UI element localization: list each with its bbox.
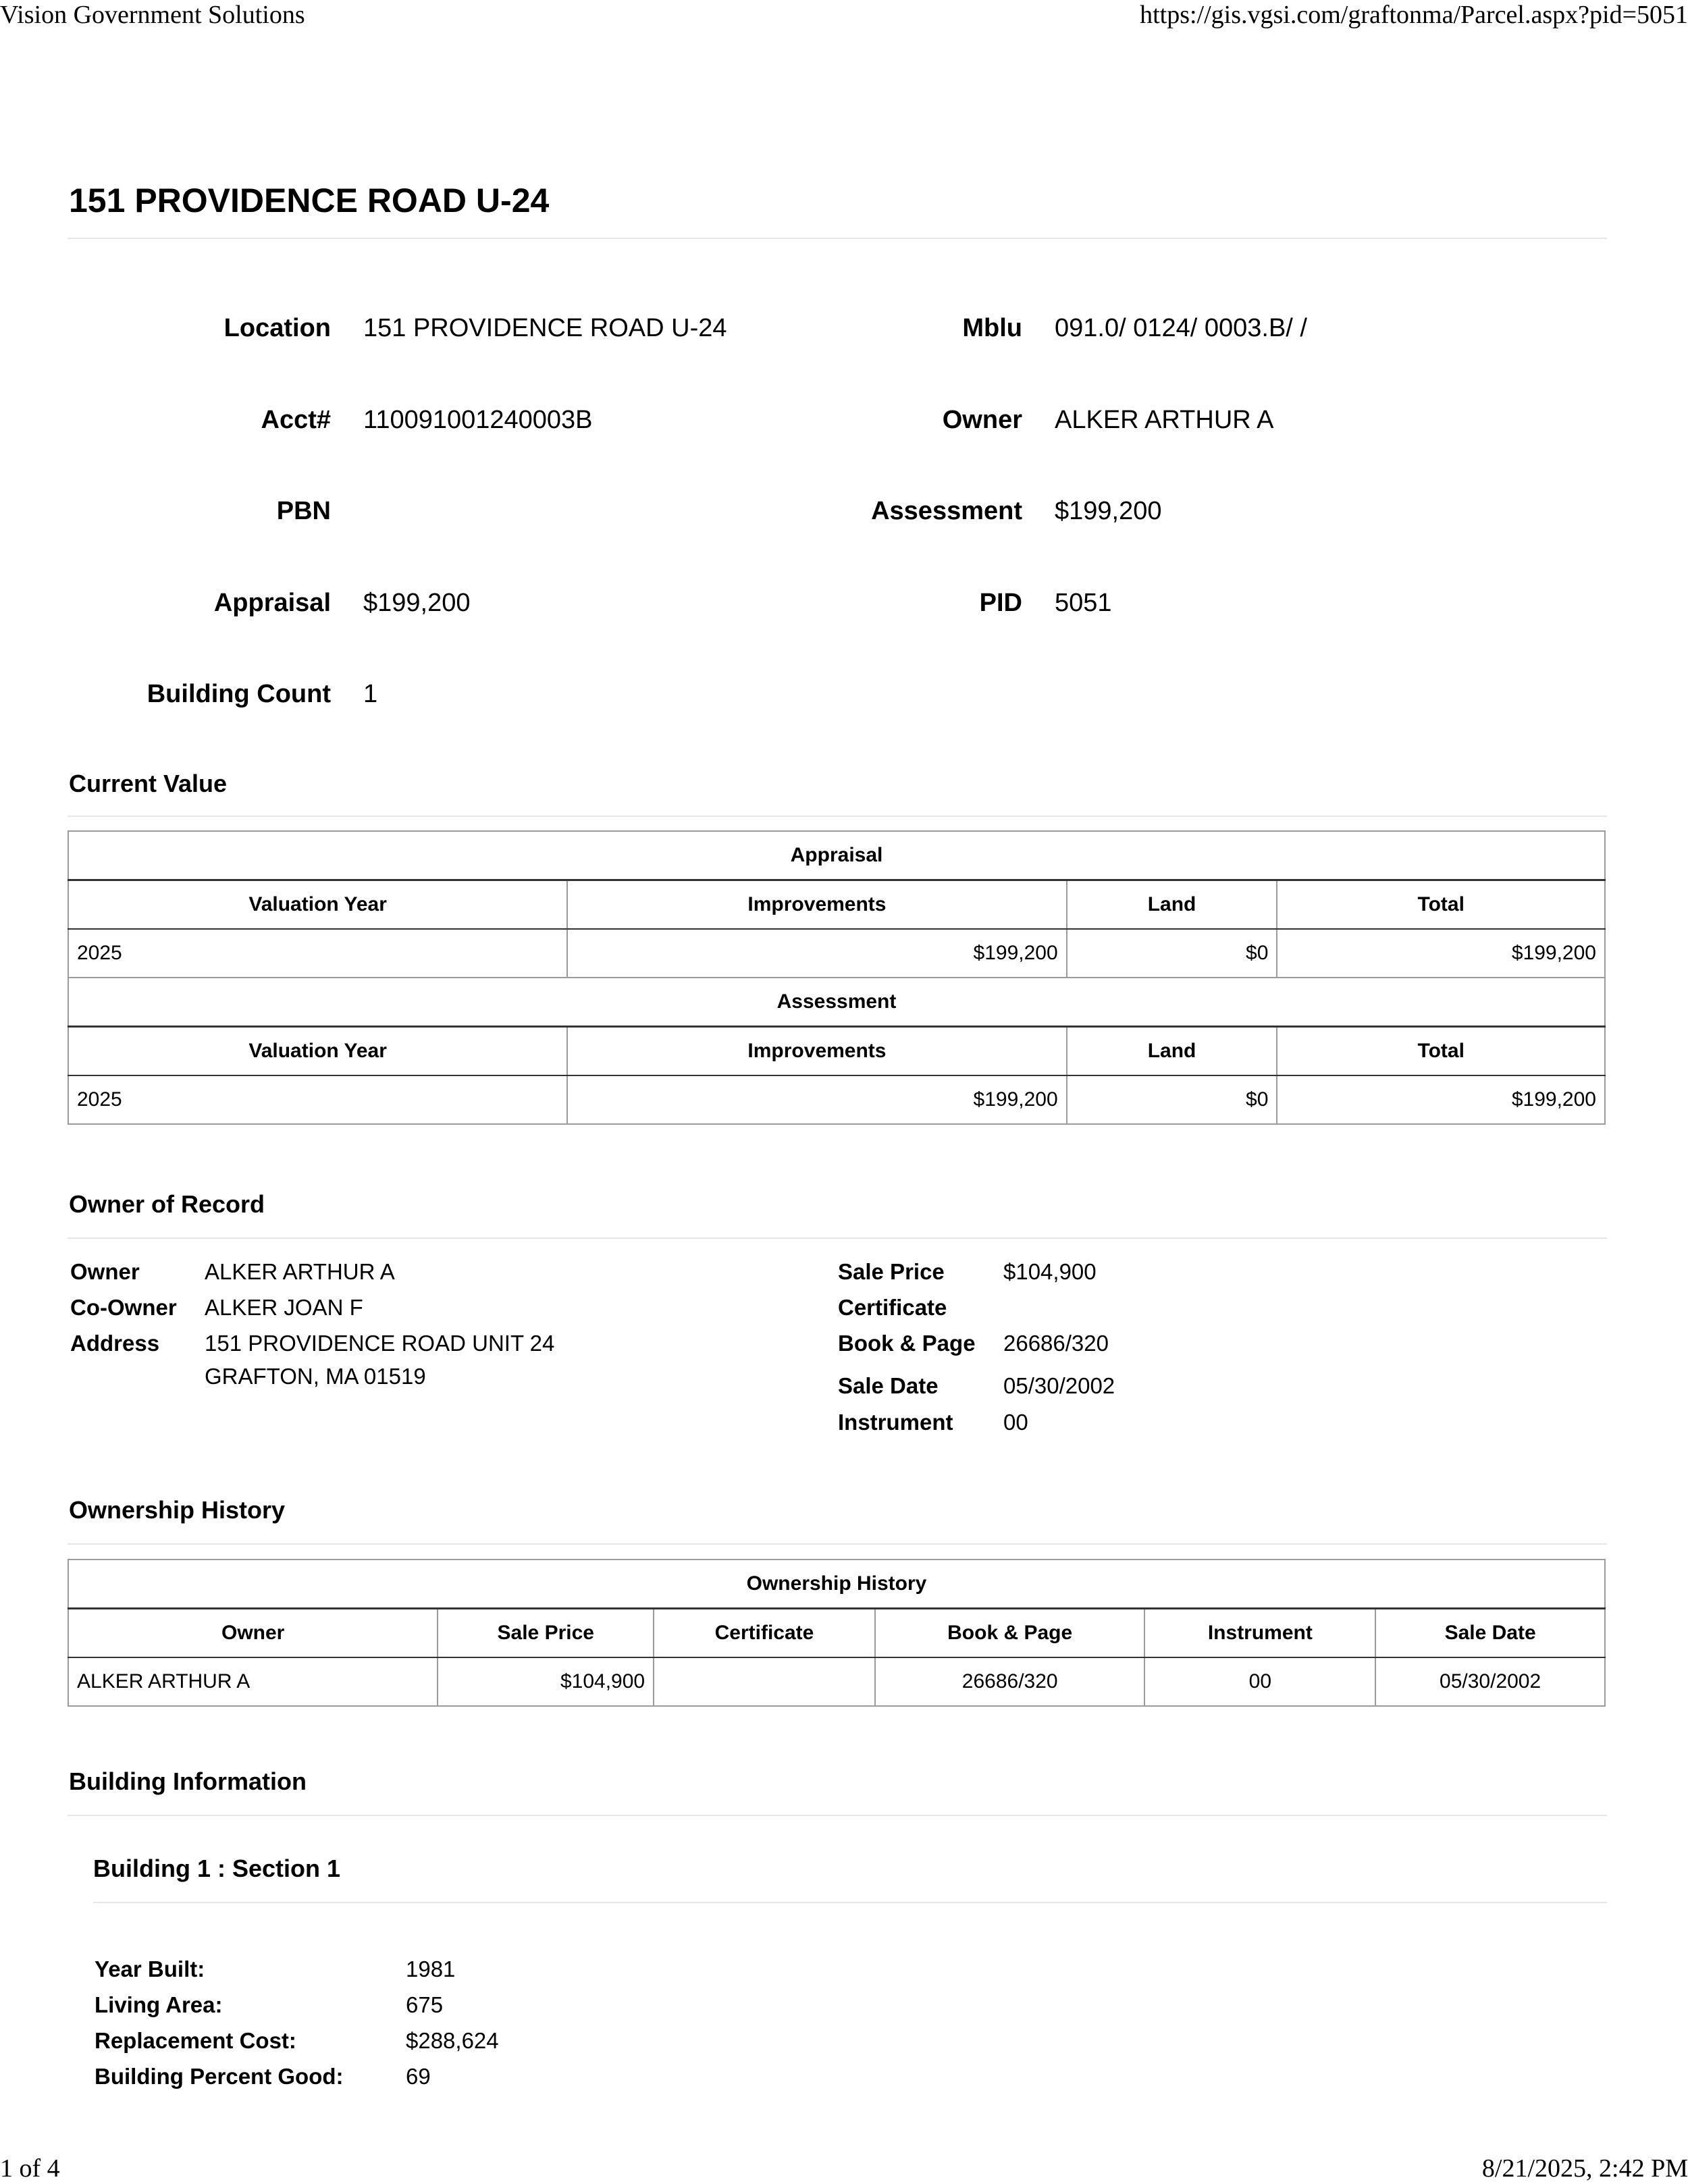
owner-of-record-heading: Owner of Record: [69, 1190, 265, 1218]
column-header: Instrument: [1144, 1609, 1375, 1658]
column-header: Sale Price: [438, 1609, 654, 1658]
owner-of-record-divider: [68, 1237, 1607, 1239]
column-header: Valuation Year: [68, 1027, 567, 1076]
table-row: [68, 929, 1605, 978]
record-owner-label: Owner: [70, 1259, 140, 1284]
table-row: [68, 1657, 1605, 1706]
sale-price-label: Sale Price: [838, 1259, 945, 1284]
column-header: Certificate: [654, 1609, 875, 1658]
improvements-cell: $199,200: [567, 929, 1066, 978]
coowner-value: ALKER JOAN F: [205, 1295, 363, 1320]
address-line-1: 151 PROVIDENCE ROAD UNIT 24: [205, 1331, 555, 1356]
valuation-year-cell: 2025: [68, 1075, 567, 1124]
column-header: Improvements: [567, 880, 1066, 930]
pid-label: PID: [979, 589, 1022, 617]
year-built-value: 1981: [406, 1956, 456, 1981]
pbn-label: PBN: [276, 497, 331, 525]
land-cell: $0: [1067, 929, 1277, 978]
title-divider: [68, 238, 1607, 239]
history-owner-cell: ALKER ARTHUR A: [68, 1657, 438, 1706]
print-header-url: https://gis.vgsi.com/graftonma/Parcel.aspx?pid=5051: [1140, 1, 1688, 29]
column-header: Book & Page: [875, 1609, 1145, 1658]
book-page-label: Book & Page: [838, 1331, 976, 1356]
history-sale-date-cell: 05/30/2002: [1375, 1657, 1605, 1706]
appraisal-caption: Appraisal: [68, 831, 1605, 880]
building-count-value: 1: [363, 680, 378, 708]
certificate-label: Certificate: [838, 1295, 947, 1320]
total-cell: $199,200: [1277, 929, 1605, 978]
valuation-year-cell: 2025: [68, 929, 567, 978]
assessment-label: Assessment: [871, 497, 1022, 525]
pid-value: 5051: [1055, 589, 1112, 617]
table-row: [68, 1075, 1605, 1124]
mblu-label: Mblu: [962, 314, 1022, 342]
building-information-heading: Building Information: [69, 1767, 307, 1795]
column-header: Sale Date: [1375, 1609, 1605, 1658]
year-built-label: Year Built:: [95, 1956, 205, 1981]
living-area-value: 675: [406, 1992, 444, 2017]
ownership-history-column-headers: [68, 1609, 1605, 1658]
ownership-history-divider: [68, 1543, 1607, 1545]
history-sale-price-cell: $104,900: [438, 1657, 654, 1706]
print-header-site-name: Vision Government Solutions: [0, 1, 305, 29]
address-line-2: GRAFTON, MA 01519: [205, 1364, 426, 1389]
sale-date-label: Sale Date: [838, 1373, 939, 1398]
land-cell: $0: [1067, 1075, 1277, 1124]
owner-label: Owner: [942, 406, 1022, 434]
ownership-history-caption: Ownership History: [68, 1560, 1605, 1609]
page-title: 151 PROVIDENCE ROAD U-24: [69, 182, 550, 219]
column-header: Total: [1277, 1027, 1605, 1076]
appraisal-value: $199,200: [363, 589, 471, 617]
appraisal-column-headers: [68, 880, 1605, 930]
building-information-divider: [68, 1815, 1607, 1816]
owner-value: ALKER ARTHUR A: [1055, 406, 1274, 434]
living-area-label: Living Area:: [95, 1992, 223, 2017]
book-page-value: 26686/320: [1003, 1331, 1109, 1356]
replacement-cost-value: $288,624: [406, 2028, 499, 2053]
improvements-cell: $199,200: [567, 1075, 1066, 1124]
appraisal-label: Appraisal: [213, 589, 331, 617]
assessment-caption: Assessment: [68, 978, 1605, 1027]
location-value: 151 PROVIDENCE ROAD U-24: [363, 314, 727, 342]
history-instrument-cell: 00: [1144, 1657, 1375, 1706]
column-header: Land: [1067, 1027, 1277, 1076]
instrument-value: 00: [1003, 1410, 1028, 1435]
print-footer-page-count: 1 of 4: [0, 2154, 60, 2183]
history-certificate-cell: [654, 1657, 875, 1706]
mblu-value: 091.0/ 0124/ 0003.B/ /: [1055, 314, 1307, 342]
sale-date-value: 05/30/2002: [1003, 1373, 1115, 1398]
instrument-label: Instrument: [838, 1410, 953, 1435]
column-header: Improvements: [567, 1027, 1066, 1076]
total-cell: $199,200: [1277, 1075, 1605, 1124]
print-footer-timestamp: 8/21/2025, 2:42 PM: [1481, 2154, 1688, 2183]
ownership-history-heading: Ownership History: [69, 1496, 286, 1524]
ownership-history-table: [68, 1559, 1606, 1707]
building-count-label: Building Count: [147, 680, 331, 708]
history-book-page-cell: 26686/320: [875, 1657, 1145, 1706]
assessment-value: $199,200: [1055, 497, 1162, 525]
percent-good-value: 69: [406, 2064, 431, 2089]
assessment-column-headers: [68, 1027, 1605, 1076]
column-header: Total: [1277, 880, 1605, 930]
building-section-divider: [93, 1902, 1607, 1903]
address-label: Address: [70, 1331, 160, 1356]
column-header: Land: [1067, 880, 1277, 930]
column-header: Valuation Year: [68, 880, 567, 930]
sale-price-value: $104,900: [1003, 1259, 1097, 1284]
current-value-heading: Current Value: [69, 770, 228, 797]
acct-value: 110091001240003B: [363, 406, 593, 434]
coowner-label: Co-Owner: [70, 1295, 177, 1320]
record-owner-value: ALKER ARTHUR A: [205, 1259, 395, 1284]
current-value-table: [68, 830, 1606, 1125]
column-header: Owner: [68, 1609, 438, 1658]
location-label: Location: [223, 314, 331, 342]
building-section-title: Building 1 : Section 1: [93, 1855, 341, 1882]
current-value-divider: [68, 816, 1607, 817]
replacement-cost-label: Replacement Cost:: [95, 2028, 296, 2053]
percent-good-label: Building Percent Good:: [95, 2064, 344, 2089]
acct-label: Acct#: [261, 406, 331, 434]
